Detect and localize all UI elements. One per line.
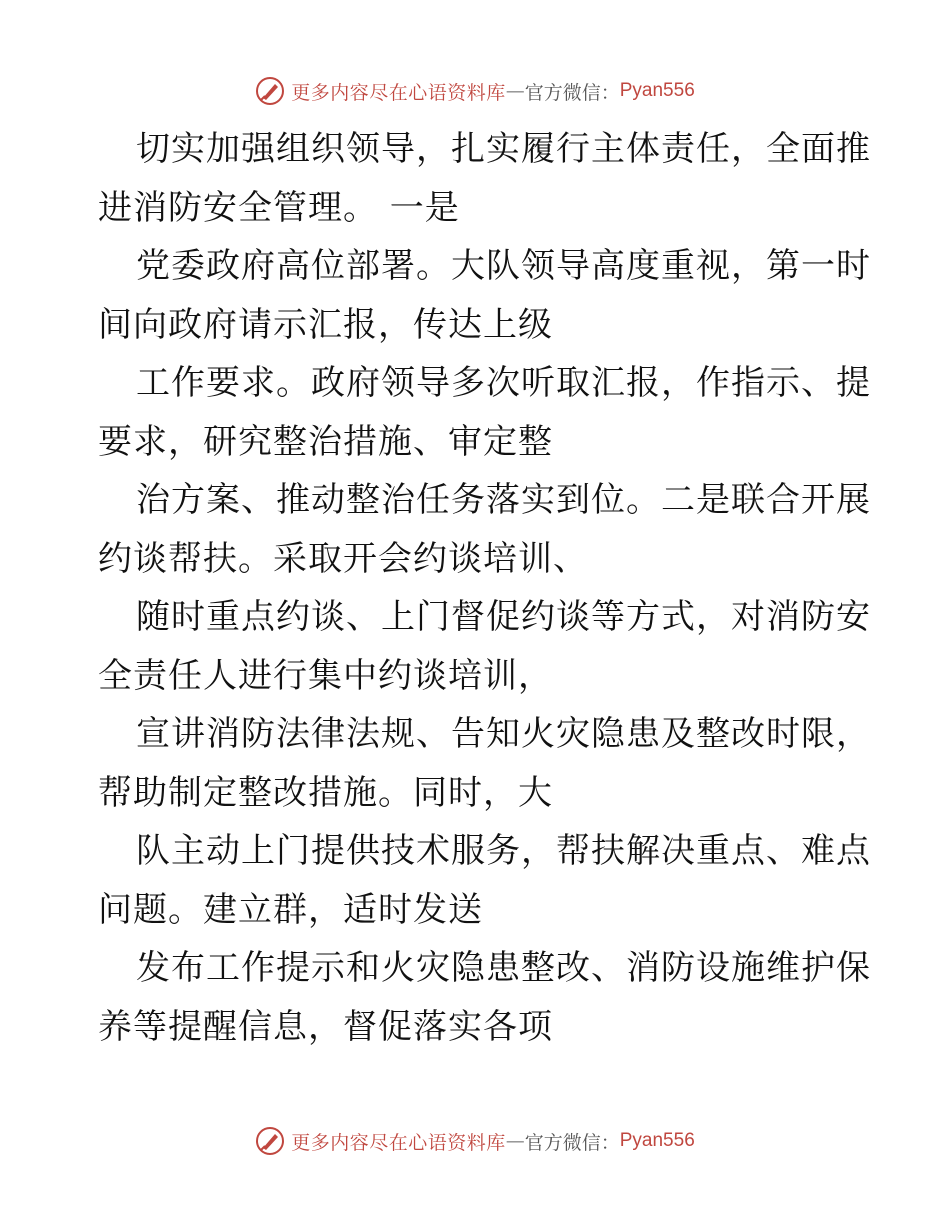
quill-logo-icon [255,1126,285,1156]
header-watermark-banner [0,71,950,111]
text-line: 治方案、推动整治任务落实到位。二是联合开展 [136,480,871,520]
text-line: 约谈帮扶。采取开会约谈培训、 [98,538,588,579]
text-line: 切实加强组织领导，扎实履行主体责任，全面推 [136,129,871,169]
header-wechat-id: Pyan556 [619,80,695,101]
header-site-text: 更多内容尽在心语资料库 [291,81,506,104]
footer-wechat-label: 官方微信： [524,1131,620,1154]
text-line: 间向政府请示汇报，传达上级 [98,304,553,345]
quill-logo-icon [255,76,285,106]
document-body [98,120,871,1056]
text-line: 全责任人进行集中约谈培训， [98,655,553,696]
footer-site-text: 更多内容尽在心语资料库 [291,1131,506,1154]
text-line: 发布工作提示和火灾隐患整改、消防设施维护保 [136,948,871,988]
text-line: 问题。建立群，适时发送 [98,889,483,930]
text-line: 进消防安全管理。 一是 [98,187,460,228]
text-line: 要求，研究整治措施、审定整 [98,421,553,462]
header-wechat-label: 官方微信： [524,81,620,104]
footer-wechat-id: Pyan556 [619,1130,695,1151]
text-line: 随时重点约谈、上门督促约谈等方式，对消防安 [136,597,871,637]
text-line: 工作要求。政府领导多次听取汇报，作指示、提 [136,363,871,403]
text-line: 党委政府高位部署。大队领导高度重视，第一时 [136,246,871,286]
footer-separator: — [505,1130,525,1152]
text-line: 帮助制定整改措施。同时，大 [98,772,553,813]
header-separator: — [505,80,525,102]
footer-watermark-banner [0,1121,950,1161]
text-line: 队主动上门提供技术服务，帮扶解决重点、难点 [136,831,871,871]
text-line: 宣讲消防法律法规、告知火灾隐患及整改时限， [136,714,871,754]
text-line: 养等提醒信息，督促落实各项 [98,1006,553,1047]
